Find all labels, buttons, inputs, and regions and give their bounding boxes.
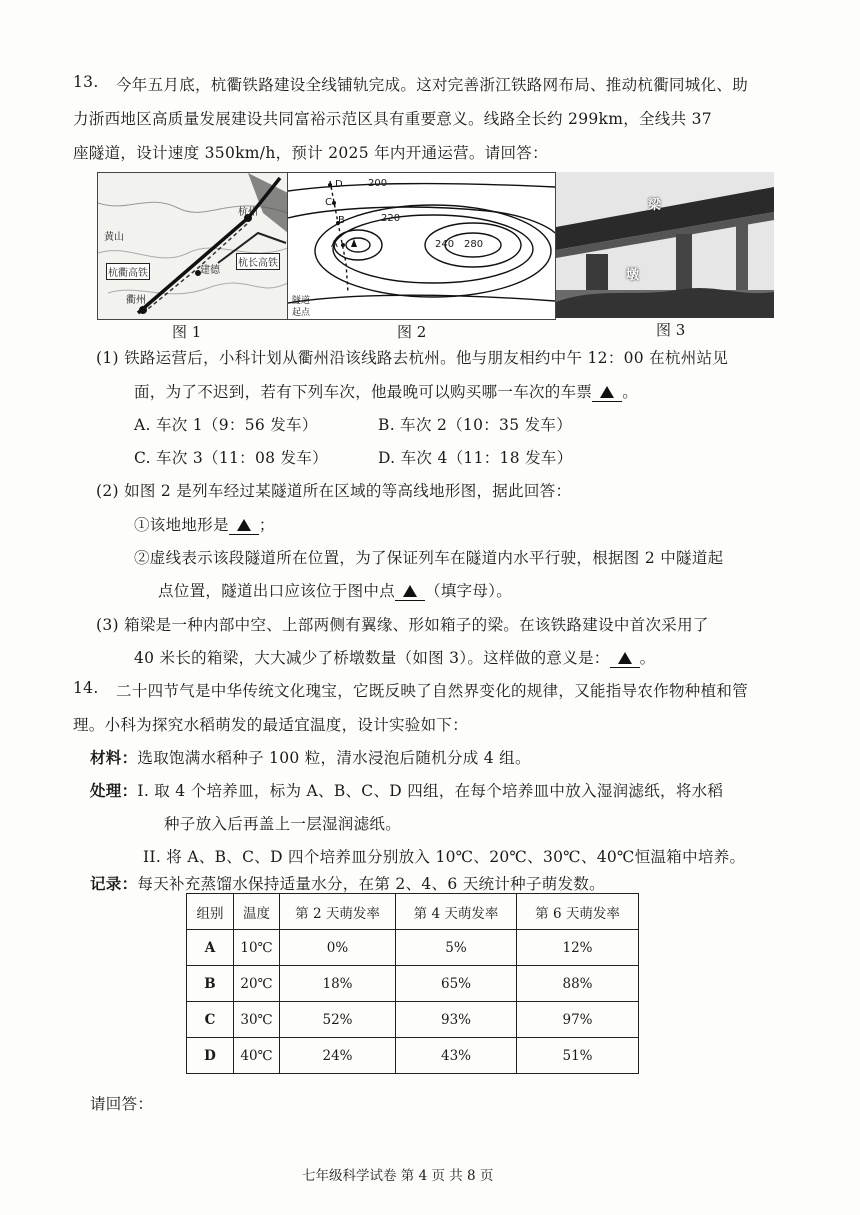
q14-record: [90, 872, 605, 894]
contour-label-220: 220: [381, 213, 401, 224]
contour-label-240: 240: [435, 239, 455, 250]
material-text: 选取饱满水稻种子 100 粒，清水浸泡后随机分成 4 组。: [137, 749, 531, 767]
figure-1-caption: 图 1: [172, 323, 202, 341]
point-a: A: [331, 239, 338, 250]
triangle-icon: [600, 386, 614, 398]
fig3-label-beam: 梁: [648, 198, 662, 213]
fig1-label-quzhou: 衢州: [126, 295, 146, 306]
option-c[interactable]: C. 车次 3（11：08 发车）: [134, 449, 328, 467]
table-cell: 20℃: [234, 966, 280, 1002]
table-cell: 52%: [280, 1002, 396, 1038]
q14-material: [90, 746, 531, 768]
table-cell: 30℃: [234, 1002, 280, 1038]
table-cell: 24%: [280, 1038, 396, 1074]
table-row: [187, 1038, 639, 1074]
answer-blank-3[interactable]: [610, 649, 640, 668]
table-cell: 18%: [280, 966, 396, 1002]
answer-blank-2b[interactable]: [395, 582, 425, 601]
table-cell: B: [187, 966, 234, 1002]
tunnel-start-label-1: 隧道: [292, 296, 311, 306]
process-label: 处理：: [90, 781, 138, 800]
q13-sub3-text: 40 米长的箱梁，大大减少了桥墩数量（如图 3）。这样做的意义是：: [134, 649, 610, 667]
q13-sub1-end: 。: [622, 383, 639, 401]
figure-3-bridge-photo: [556, 172, 774, 318]
table-row: [187, 930, 639, 966]
option-d[interactable]: D. 车次 4（11：18 发车）: [378, 449, 573, 467]
triangle-icon: [403, 585, 417, 597]
table-header: 温度: [234, 894, 280, 930]
table-header: 第 2 天萌发率: [280, 894, 396, 930]
fig3-label-pier: 墩: [626, 268, 640, 283]
table-cell: 93%: [396, 1002, 517, 1038]
q13-sub2a-end: ；: [258, 516, 275, 534]
process-step-2: II. 将 A、B、C、D 四个培养皿分别放入 10℃、20℃、30℃、40℃恒温箱中培养。: [143, 848, 746, 866]
contour-label-280: 280: [464, 239, 484, 250]
table-cell: 5%: [396, 930, 517, 966]
q13-sub3-line1: (3) 箱梁是一种内部中空、上部两侧有翼缘、形如箱子的梁。在该铁路建设中首次采用了: [96, 616, 709, 634]
q14-ask: 请回答：: [90, 1095, 154, 1113]
q14-number: 14.: [73, 679, 99, 697]
table-cell: C: [187, 1002, 234, 1038]
q13-intro-line1: 今年五月底，杭衢铁路建设全线铺轨完成。这对完善浙江铁路网布局、推动杭衢同城化、助: [116, 76, 749, 94]
fig1-label-jiande: 建德: [200, 265, 220, 276]
q13-sub2-part-b-line2: [158, 579, 512, 601]
option-b[interactable]: B. 车次 2（10：35 发车）: [378, 416, 573, 434]
point-d: D: [335, 179, 343, 190]
table-cell: 40℃: [234, 1038, 280, 1074]
q13-sub3-end: 。: [639, 649, 656, 667]
answer-blank-1[interactable]: [592, 383, 622, 402]
table-cell: 10℃: [234, 930, 280, 966]
germination-table: [186, 893, 639, 1074]
q14-intro-line1: 二十四节气是中华传统文化瑰宝，它既反映了自然界变化的规律，又能指导农作物种植和管: [116, 682, 749, 700]
table-row: [187, 966, 639, 1002]
fig1-label-huangshan: 黄山: [104, 232, 124, 243]
fig1-label-hangqu-railway: 杭衢高铁: [106, 263, 150, 280]
table-row: [187, 1002, 639, 1038]
q13-sub3-line2: [134, 646, 655, 668]
table-cell: 51%: [517, 1038, 639, 1074]
record-label: 记录：: [90, 874, 138, 893]
process-step-1-line2: 种子放入后再盖上一层湿润滤纸。: [164, 815, 402, 833]
figure-2-contour-map: [287, 172, 556, 320]
option-a[interactable]: A. 车次 1（9：56 发车）: [134, 416, 318, 434]
q13-sub2a-text: ①该地地形是: [134, 516, 229, 534]
q13-sub1-text: 面，为了不迟到，若有下列车次，他最晚可以购买哪一车次的车票: [134, 383, 593, 401]
q13-intro-line3: 座隧道，设计速度 350km/h，预计 2025 年内开通运营。请回答：: [73, 144, 548, 162]
q13-sub2-part-b-line1: ②虚线表示该段隧道所在位置，为了保证列车在隧道内水平行驶，根据图 2 中隧道起: [134, 549, 724, 567]
page-footer: 七年级科学试卷 第 4 页 共 8 页: [302, 1168, 494, 1184]
figure-1-map: [97, 172, 289, 320]
q13-sub1-line2: [134, 380, 638, 402]
tunnel-start-label-2: 起点: [292, 308, 311, 318]
table-cell: 88%: [517, 966, 639, 1002]
table-cell: D: [187, 1038, 234, 1074]
table-cell: 97%: [517, 1002, 639, 1038]
q13-sub2b-end: （填字母）。: [425, 582, 513, 600]
table-cell: A: [187, 930, 234, 966]
q13-sub1-line1: (1) 铁路运营后，小科计划从衢州沿该线路去杭州。他与朋友相约中午 12：00 在杭州站见: [96, 349, 729, 367]
point-b: B: [338, 215, 345, 226]
q14-process-1: [90, 779, 723, 801]
material-label: 材料：: [90, 748, 138, 767]
table-header: 组别: [187, 894, 234, 930]
q13-intro-line2: 力浙西地区高质量发展建设共同富裕示范区具有重要意义。线路全长约 299km，全线共 37: [73, 110, 712, 128]
figure-3-caption: 图 3: [656, 321, 686, 339]
triangle-icon: [237, 519, 251, 531]
point-c: C: [325, 197, 332, 208]
fig1-label-hangchang-railway: 杭长高铁: [236, 253, 280, 270]
table-cell: 43%: [396, 1038, 517, 1074]
triangle-icon: [618, 652, 632, 664]
process-step-1-line1: I. 取 4 个培养皿，标为 A、B、C、D 四组，在每个培养皿中放入湿润滤纸，将水稻: [137, 782, 724, 800]
q13-number: 13.: [73, 73, 99, 91]
table-header: 第 4 天萌发率: [396, 894, 517, 930]
contour-label-200: 200: [368, 178, 388, 189]
table-header-row: [187, 894, 639, 930]
table-cell: 65%: [396, 966, 517, 1002]
q13-sub2-line1: (2) 如图 2 是列车经过某隧道所在区域的等高线地形图，据此回答：: [96, 482, 572, 500]
q13-sub2-part-a: [134, 513, 275, 535]
q13-sub2b-text: 点位置，隧道出口应该位于图中点: [158, 582, 396, 600]
figure-2-caption: 图 2: [397, 323, 427, 341]
q14-intro-line2: 理。小科为探究水稻萌发的最适宜温度，设计实验如下：: [73, 716, 469, 734]
table-cell: 12%: [517, 930, 639, 966]
fig1-label-hangzhou: 杭州: [238, 207, 258, 218]
table-cell: 0%: [280, 930, 396, 966]
table-header: 第 6 天萌发率: [517, 894, 639, 930]
answer-blank-2a[interactable]: [229, 516, 259, 535]
record-text: 每天补充蒸馏水保持适量水分，在第 2、4、6 天统计种子萌发数。: [137, 875, 605, 893]
